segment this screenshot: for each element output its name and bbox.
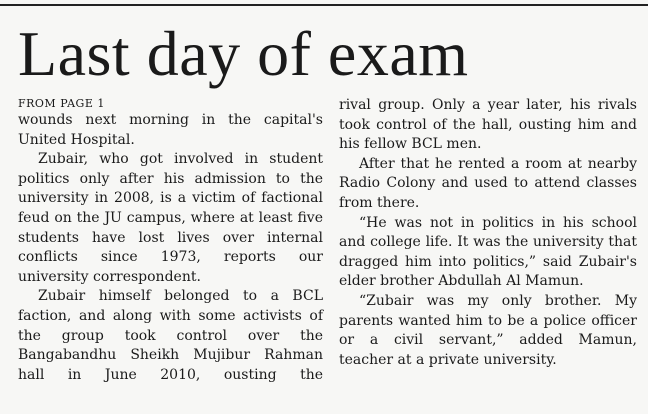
paragraph-only-brother: “Zubair was my only brother. My parents wanted him to be a police officer or a civil servant,” added Mamun, teacher at a private university. (339, 292, 637, 368)
kicker-from-page: FROM PAGE 1 (18, 97, 105, 110)
article-column-left (18, 96, 323, 385)
paragraph-rival-group: rival group. Only a year later, his rivals took control of the hall, ousting him and his fellow BCL men. (339, 97, 637, 153)
article-column-right (339, 96, 637, 370)
paragraph-radio-colony: After that he rented a room at nearby Radio Colony and used to attend classes from there. (339, 155, 637, 211)
headline: Last day of exam (18, 18, 469, 89)
top-rule (0, 4, 648, 6)
paragraph-continuation: wounds next morning in the capital's United Hospital. (18, 112, 323, 148)
paragraph-zubair-background: Zubair, who got involved in student politics only after his admission to the university in 2008, is a victim of factional feud on the JU campus, where at least five students have lost lives over internal conflicts since 1973, reports our university correspondent. (18, 151, 323, 285)
paragraph-bcl-faction: Zubair himself belonged to a BCL faction, and along with some activists of the group took control over the Bangabandhu Sheikh Mujibur Rahman hall in June 2010, ousting the (18, 288, 323, 383)
paragraph-brother-quote: “He was not in politics in his school and college life. It was the university that dragged him into politics,” said Zubair's elder brother Abdullah Al Mamun. (339, 214, 637, 290)
